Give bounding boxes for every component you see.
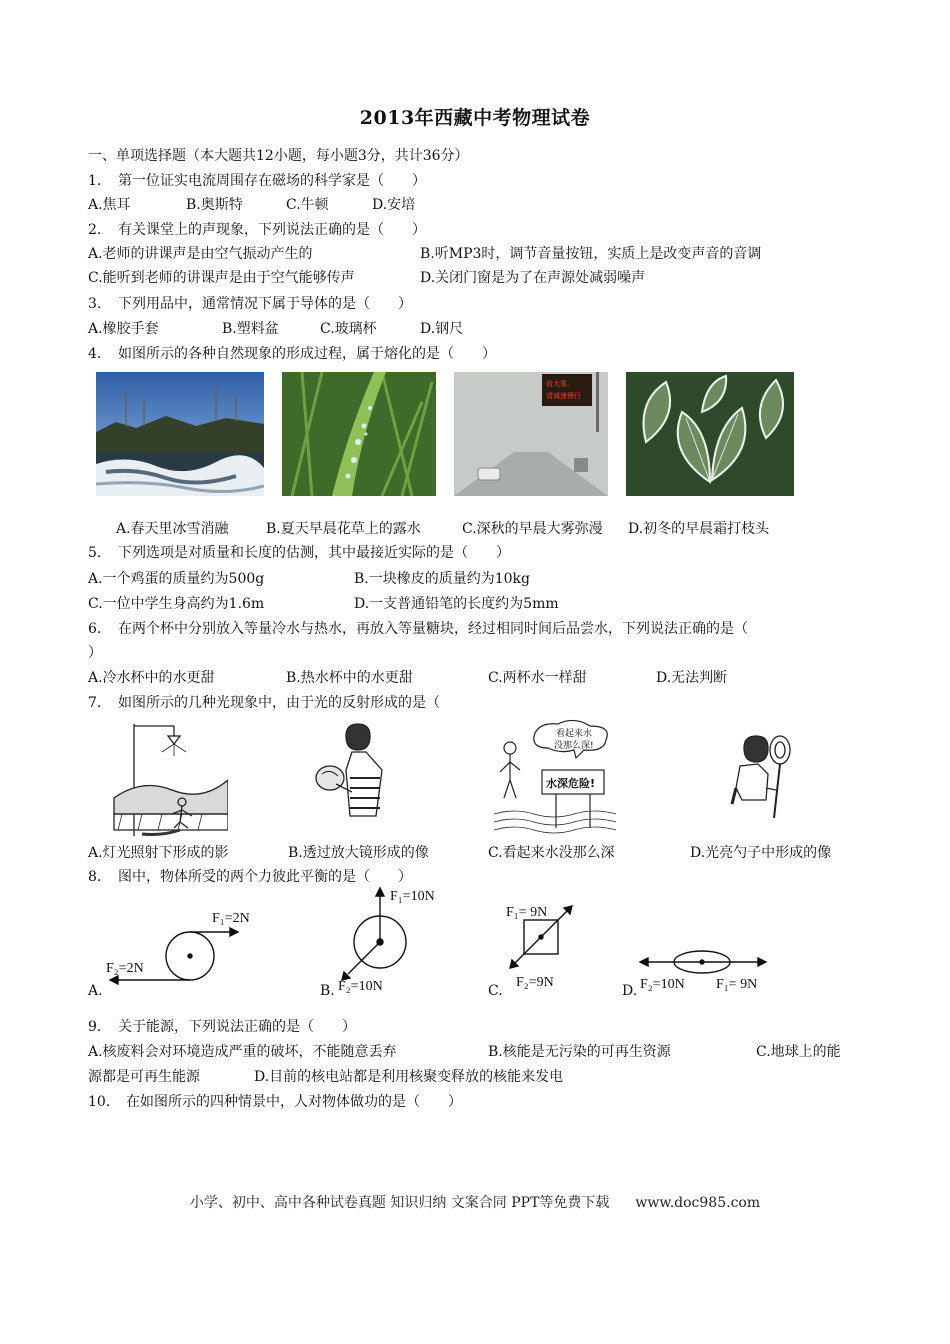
question-4: 4. 如图所示的各种自然现象的形成过程，属于熔化的是（ ） — [88, 346, 496, 362]
q5-option-a: A.一个鸡蛋的质量约为500g — [88, 571, 265, 587]
q8-option-c: C. — [488, 983, 503, 999]
q4-option-d: D.初冬的早晨霜打枝头 — [628, 521, 770, 537]
q6-option-d: D.无法判断 — [656, 670, 728, 686]
q2-option-c: C.能听到老师的讲课声是由于空气能够传声 — [88, 270, 355, 286]
force-diagram-a — [104, 886, 264, 1000]
q4-option-a: A.春天里冰雪消融 — [116, 521, 229, 537]
force-diagram-b — [334, 886, 458, 1000]
question-7: 7. 如图所示的几种光现象中，由于光的反射形成的是（ — [88, 695, 440, 711]
q9-option-a: A.核废料会对环境造成严重的破坏，不能随意丢弃 — [88, 1044, 397, 1060]
bubble-line2: 没那么深! — [554, 741, 594, 751]
q1-option-b: B.奥斯特 — [186, 197, 243, 213]
section-heading: 一、单项选择题（本大题共12小题，每小题3分，共计36分） — [88, 148, 469, 164]
q8-option-d: D. — [622, 983, 638, 999]
q7-option-c: C.看起来水没那么深 — [488, 845, 615, 861]
q1-option-a: A.焦耳 — [88, 197, 131, 213]
sketch-spoon-mirror — [730, 718, 800, 840]
q1-option-d: D.安培 — [372, 197, 416, 213]
footer-link[interactable]: www.doc985.com — [635, 1195, 761, 1211]
force-b-f2: F₂=10N — [338, 979, 383, 994]
force-a-f1: F₁=2N — [212, 911, 250, 926]
q9-option-c: C.地球上的能 — [756, 1044, 841, 1060]
q5-option-c: C.一位中学生身高约为1.6m — [88, 596, 265, 612]
sketch-magnifier — [306, 718, 394, 840]
force-d-f2: F₂=10N — [640, 977, 685, 992]
force-d-f1: F₁= 9N — [716, 977, 758, 992]
q9-option-b: B.核能是无污染的可再生资源 — [488, 1044, 671, 1060]
q7-option-b: B.透过放大镜形成的像 — [288, 845, 429, 861]
q3-option-d: D.钢尺 — [420, 321, 464, 337]
q7-option-d: D.光亮勺子中形成的像 — [690, 845, 832, 861]
question-8: 8. 图中，物体所受的两个力彼此平衡的是（ ） — [88, 869, 412, 885]
force-diagram-d — [634, 886, 774, 1000]
warning-sign-text: 水深危险! — [546, 777, 596, 790]
question-5: 5. 下列选项是对质量和长度的估测，其中最接近实际的是（ ） — [88, 545, 510, 561]
question-10: 10. 在如图所示的四种情景中，人对物体做功的是（ ） — [88, 1094, 462, 1110]
q3-option-c: C.玻璃杯 — [320, 321, 377, 337]
q3-option-b: B.塑料盆 — [222, 321, 279, 337]
q4-option-c: C.深秋的早晨大雾弥漫 — [462, 521, 603, 537]
q9-option-d: D.目前的核电站都是利用核聚变释放的核能来发电 — [254, 1069, 564, 1085]
q9-option-c-cont: 源都是可再生能源 — [88, 1069, 200, 1085]
force-a-f2: F₂=2N — [106, 961, 144, 976]
q2-option-d: D.关闭门窗是为了在声源处减弱噪声 — [420, 270, 646, 286]
fog-sign-line2: 请减速慢行 — [546, 392, 581, 400]
question-1: 1. 第一位证实电流周围存在磁场的科学家是（ ） — [88, 173, 426, 189]
q2-option-a: A.老师的讲课声是由空气振动产生的 — [88, 246, 313, 262]
q1-option-c: C.牛顿 — [286, 197, 329, 213]
question-3: 3. 下列用品中，通常情况下属于导体的是（ ） — [88, 296, 412, 312]
q6-option-a: A.冷水杯中的水更甜 — [88, 670, 215, 686]
photo-frost-leaves — [626, 372, 794, 496]
fog-sign-line1: 前大雾, — [546, 380, 570, 388]
question-2: 2. 有关课堂上的声现象，下列说法正确的是（ ） — [88, 222, 426, 238]
footer-text: 小学、初中、高中各种试卷真题 知识归纳 文案合同 PPT等免费下载 — [189, 1195, 610, 1211]
bubble-line1: 看起来水 — [556, 729, 593, 739]
q8-option-a: A. — [88, 983, 103, 999]
photo-fog-road — [454, 372, 608, 496]
q3-option-a: A.橡胶手套 — [88, 321, 159, 337]
force-b-f1: F₁=10N — [390, 889, 435, 904]
page-footer — [0, 1192, 950, 1212]
force-c-f1: F₁= 9N — [506, 905, 548, 920]
q5-option-d: D.一支普通铅笔的长度约为5mm — [354, 596, 559, 612]
q2-option-b: B.听MP3时，调节音量按钮，实质上是改变声音的音调 — [420, 246, 762, 262]
q4-option-b: B.夏天早晨花草上的露水 — [266, 521, 421, 537]
question-9: 9. 关于能源，下列说法正确的是（ ） — [88, 1019, 356, 1035]
question-6-cont: ） — [88, 645, 102, 661]
page-title: 2013年西藏中考物理试卷 — [359, 107, 591, 129]
photo-melting-snow — [96, 372, 264, 496]
force-diagram-c — [502, 886, 602, 1000]
q7-option-a: A.灯光照射下形成的影 — [88, 845, 229, 861]
sketch-lamp-shadow — [112, 718, 228, 840]
photo-dew-on-grass — [282, 372, 436, 496]
q5-option-b: B.一块橡皮的质量约为10kg — [354, 571, 530, 587]
sketch-water-depth — [494, 718, 616, 840]
q6-option-c: C.两杯水一样甜 — [488, 670, 587, 686]
q8-option-b: B. — [320, 983, 335, 999]
force-c-f2: F₂=9N — [516, 975, 554, 990]
q6-option-b: B.热水杯中的水更甜 — [286, 670, 413, 686]
question-6: 6. 在两个杯中分别放入等量冷水与热水，再放入等量糖块，经过相同时间后品尝水，下列说法正确的是（ — [88, 621, 748, 637]
